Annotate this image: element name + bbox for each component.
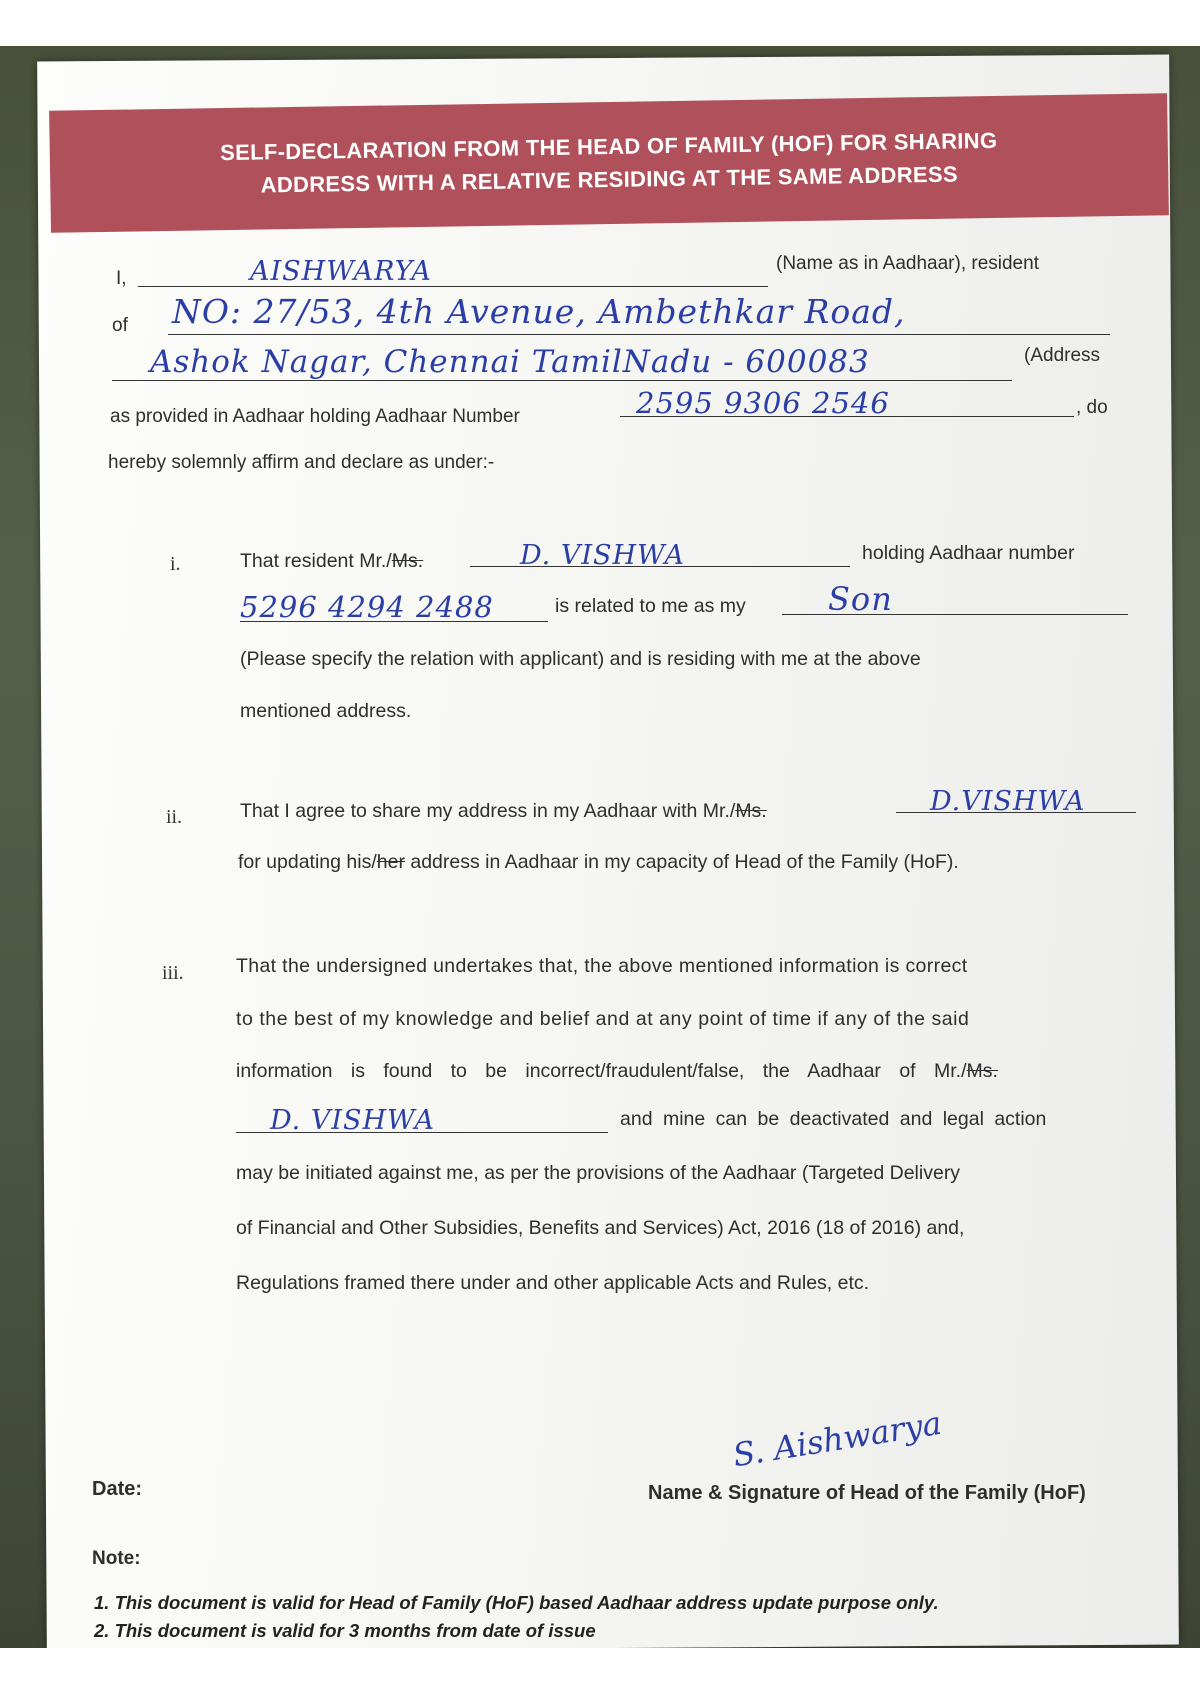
item1-marker: i. — [170, 553, 181, 575]
item1-line1-prefix — [240, 550, 423, 573]
item1-relative-aadhaar-field: 5296 4294 2488 — [240, 590, 494, 624]
of-label: of — [112, 315, 128, 336]
item2-prefix-text: That I agree to share my address in my Aadhaar with Mr./ — [240, 800, 736, 822]
signature-label: Name & Signature of Head of the Family (HoF) — [648, 1482, 1086, 1504]
item2-marker: ii. — [166, 806, 183, 828]
item1-related-label: is related to me as my — [555, 595, 746, 617]
hof-signature: S. Aishwarya — [730, 1403, 945, 1475]
date-label: Date: — [92, 1478, 143, 1500]
item1-line4: mentioned address. — [240, 700, 412, 722]
item3-line5: may be initiated against me, as per the provisions of the Aadhaar (Targeted Delivery — [236, 1162, 961, 1184]
item1-relative-name-field: D. VISHWA — [520, 540, 685, 571]
do-label: , do — [1076, 397, 1108, 418]
address-underline-1 — [168, 334, 1110, 335]
header-title-line1: SELF-DECLARATION FROM THE HEAD OF FAMILY (HOF) FOR SHARING — [219, 127, 998, 166]
item1-holding-label: holding Aadhaar number — [862, 542, 1075, 564]
hof-aadhaar-field: 2595 9306 2546 — [636, 386, 890, 420]
item2-ms-struck: Ms. — [735, 800, 767, 822]
name-underline — [138, 286, 768, 287]
address-line2-field: Ashok Nagar, Chennai TamilNadu - 600083 — [150, 344, 870, 380]
item2-line2-a: for updating his/ — [238, 851, 377, 873]
item3-line3-text: information is found to be incorrect/fraudulent/false, the Aadhaar of Mr./ — [236, 1060, 967, 1082]
note-label: Note: — [92, 1548, 141, 1569]
item3-ms-struck: Ms. — [966, 1060, 998, 1082]
item1-line3: (Please specify the relation with applicant) and is residing with me at the above — [240, 648, 921, 670]
item1-relation-field: Son — [828, 580, 893, 618]
item2-her-struck: her — [376, 851, 405, 873]
name-as-aadhaar-label: (Name as in Aadhaar), resident — [776, 253, 1039, 274]
note-item-1: 1. This document is valid for Head of Family (HoF) based Aadhaar address update purpose only. — [94, 1592, 939, 1613]
item1-prefix-text: That resident Mr./ — [240, 550, 392, 572]
item3-line2: to the best of my knowledge and belief and at any point of time if any of the said — [236, 1008, 970, 1030]
item3-line1: That the undersigned undertakes that, the above mentioned information is correct — [236, 955, 968, 977]
intro-i: I, — [116, 268, 127, 289]
header-title-line2: ADDRESS WITH A RELATIVE RESIDING AT THE SAME ADDRESS — [260, 161, 959, 198]
item2-line1-prefix — [240, 800, 767, 823]
item2-line2 — [238, 851, 959, 874]
item3-line3 — [236, 1060, 998, 1083]
header-banner — [49, 93, 1169, 233]
address-underline-2 — [112, 380, 1012, 381]
bottom-margin — [0, 1648, 1200, 1698]
item3-line6: of Financial and Other Subsidies, Benefits and Services) Act, 2016 (18 of 2016) and, — [236, 1217, 965, 1239]
address-label: (Address — [1024, 345, 1101, 366]
affirm-text: hereby solemnly affirm and declare as under:- — [108, 452, 495, 473]
address-line1-field: NO: 27/53, 4th Avenue, Ambethkar Road, — [172, 292, 906, 331]
item2-relative-name-field: D.VISHWA — [930, 786, 1086, 817]
item3-line4: and mine can be deactivated and legal action — [620, 1108, 1047, 1130]
note-item-2: 2. This document is valid for 3 months from date of issue — [94, 1620, 596, 1641]
item3-line7: Regulations framed there under and other applicable Acts and Rules, etc. — [236, 1272, 870, 1294]
aadhaar-number-label: as provided in Aadhaar holding Aadhaar Number — [110, 406, 520, 427]
hof-name-field: AISHWARYA — [250, 256, 432, 287]
item2-line2-b: address in Aadhaar in my capacity of Head of the Family (HoF). — [404, 851, 959, 873]
item3-marker: iii. — [162, 962, 184, 984]
item3-relative-name-field: D. VISHWA — [270, 1105, 435, 1136]
item1-ms-struck: Ms. — [391, 550, 424, 572]
